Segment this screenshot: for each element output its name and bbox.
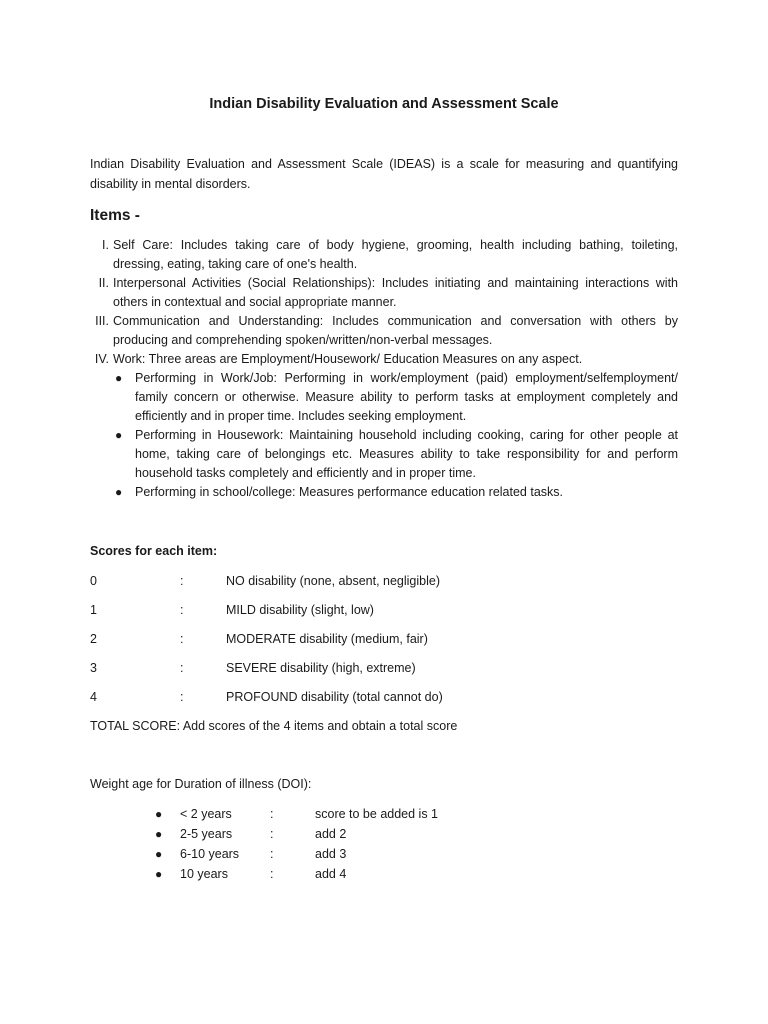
score-row xyxy=(90,572,650,601)
score-separator: : xyxy=(180,661,184,675)
sub-item-text: Performing in school/college: Measures performance education related tasks. xyxy=(135,485,563,499)
item-text: Work: Three areas are Employment/Housework/ Education Measures on any aspect. xyxy=(113,352,583,366)
score-row xyxy=(90,630,650,659)
score-separator: : xyxy=(180,632,184,646)
score-description: MODERATE disability (medium, fair) xyxy=(226,632,428,646)
doi-row xyxy=(155,845,555,865)
item-text: Communication and Understanding: Includes communication and conversation with others by producing and comprehending spoken/written/non-verbal messages. xyxy=(113,314,678,347)
score-row xyxy=(90,601,650,630)
doi-range: 10 years xyxy=(180,867,228,881)
bullet-icon: ● xyxy=(155,807,163,821)
weight-heading: Weight age for Duration of illness (DOI): xyxy=(90,777,312,791)
item-number: II. xyxy=(98,276,109,290)
score-description: NO disability (none, absent, negligible) xyxy=(226,574,441,588)
item-text: Self Care: Includes taking care of body hygiene, grooming, health including bathing, toileting, dressing, eating, taking care of one's health. xyxy=(113,238,678,271)
score-value: 0 xyxy=(90,574,97,588)
item-number: III. xyxy=(95,314,109,328)
list-item xyxy=(90,312,678,350)
sub-list-item xyxy=(113,426,678,483)
doi-row xyxy=(155,805,555,825)
scores-table xyxy=(90,572,650,717)
items-list xyxy=(90,236,678,502)
sub-item-text: Performing in Work/Job: Performing in work/employment (paid) employment/selfemployment/ family concern or otherwise. Measure ability to perform tasks at employment completely and efficiently and in proper time. Includes seeking employment. xyxy=(135,371,678,423)
list-item xyxy=(90,236,678,274)
doi-range: < 2 years xyxy=(180,807,232,821)
bullet-icon: ● xyxy=(155,847,163,861)
total-score-text: TOTAL SCORE: Add scores of the 4 items and obtain a total score xyxy=(90,719,458,733)
list-item xyxy=(90,350,678,502)
score-separator: : xyxy=(180,690,184,704)
bullet-icon: ● xyxy=(155,867,163,881)
bullet-icon: ● xyxy=(155,827,163,841)
items-heading: Items - xyxy=(90,207,140,224)
doi-range: 6-10 years xyxy=(180,847,240,861)
score-separator: : xyxy=(180,574,184,588)
doi-score: score to be added is 1 xyxy=(315,807,438,821)
item-number: IV. xyxy=(94,352,109,366)
scores-heading: Scores for each item: xyxy=(90,544,218,558)
document-title: Indian Disability Evaluation and Assessment Scale xyxy=(209,96,559,112)
doi-row xyxy=(155,825,555,845)
doi-separator: : xyxy=(270,847,274,861)
item-text: Interpersonal Activities (Social Relationships): Includes initiating and maintaining interactions with others in contextual and social appropriate manner. xyxy=(113,276,678,309)
score-value: 3 xyxy=(90,661,97,675)
intro-paragraph: Indian Disability Evaluation and Assessment Scale (IDEAS) is a scale for measuring and quantifying disability in mental disorders. xyxy=(90,157,678,191)
sub-item-text: Performing in Housework: Maintaining household including cooking, caring for other people at home, taking care of belongings etc. Measures ability to take responsibility for and perform household tasks completely and efficiently and in proper time. xyxy=(135,428,678,480)
score-separator: : xyxy=(180,603,184,617)
doi-list xyxy=(155,805,555,885)
doi-separator: : xyxy=(270,807,274,821)
score-row xyxy=(90,659,650,688)
sub-list-item xyxy=(113,369,678,426)
score-description: SEVERE disability (high, extreme) xyxy=(226,661,416,675)
score-description: PROFOUND disability (total cannot do) xyxy=(226,690,443,704)
bullet-icon: ● xyxy=(115,371,123,385)
score-row xyxy=(90,688,650,717)
score-description: MILD disability (slight, low) xyxy=(226,603,374,617)
bullet-icon: ● xyxy=(115,428,123,442)
sub-list-item xyxy=(113,483,678,502)
doi-score: add 2 xyxy=(315,827,347,841)
bullet-icon: ● xyxy=(115,485,123,499)
doi-range: 2-5 years xyxy=(180,827,233,841)
score-value: 4 xyxy=(90,690,97,704)
list-item xyxy=(90,274,678,312)
score-value: 1 xyxy=(90,603,97,617)
doi-row xyxy=(155,865,555,885)
doi-separator: : xyxy=(270,827,274,841)
doi-score: add 4 xyxy=(315,867,347,881)
item-number: I. xyxy=(102,238,109,252)
doi-separator: : xyxy=(270,867,274,881)
doi-score: add 3 xyxy=(315,847,347,861)
score-value: 2 xyxy=(90,632,97,646)
work-sublist xyxy=(113,369,678,502)
